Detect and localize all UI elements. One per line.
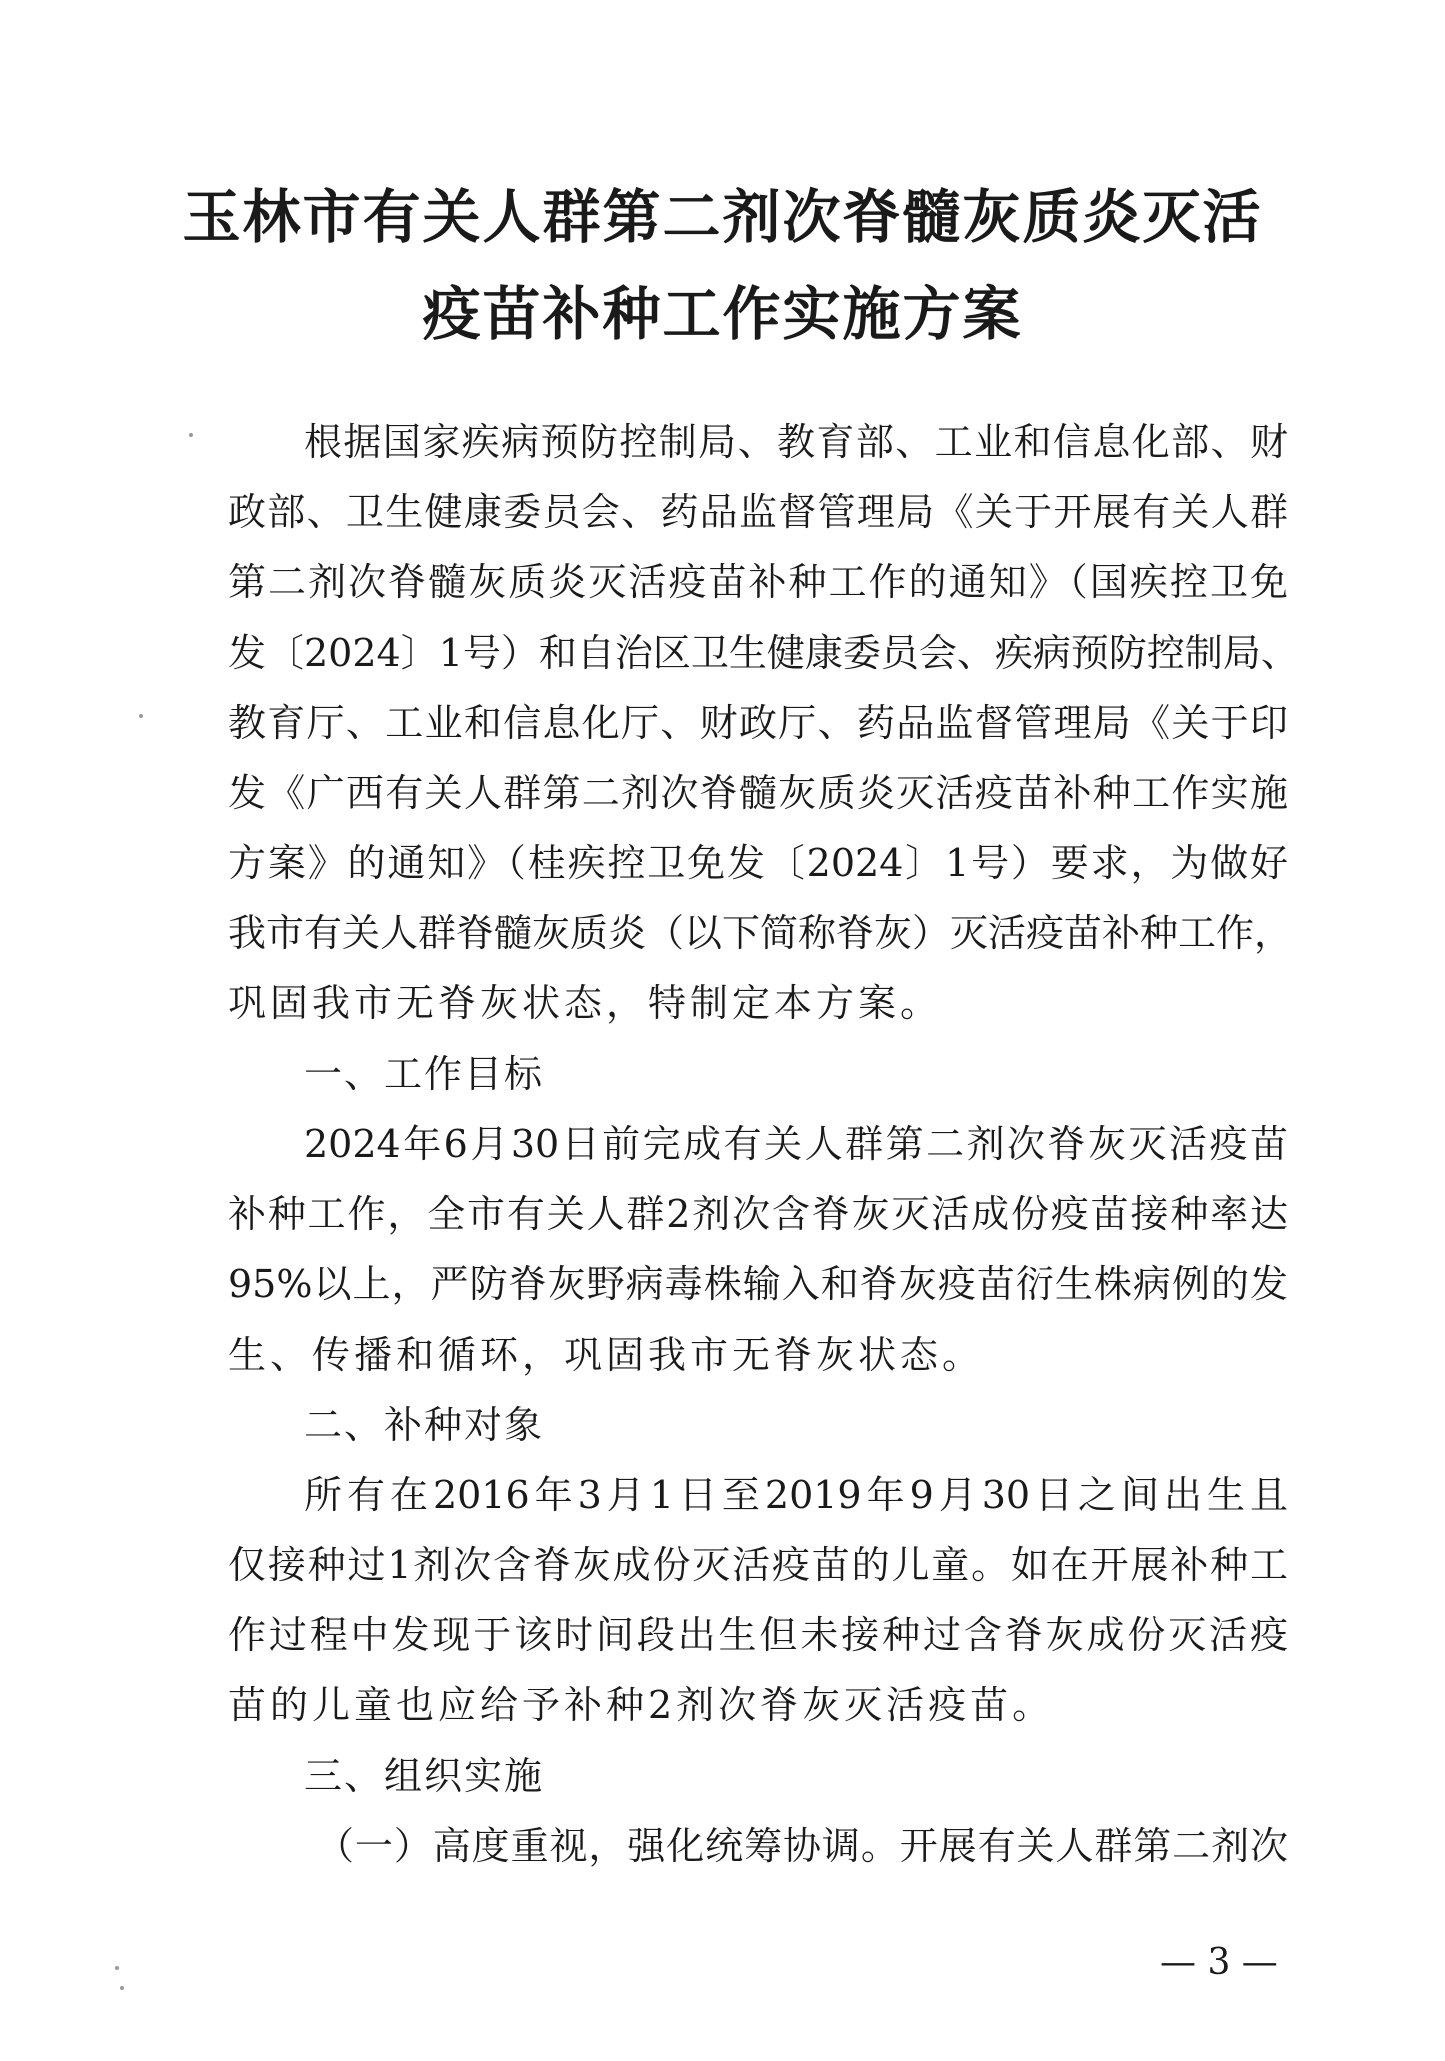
section-paragraph-line: 生、传播和循环，巩固我市无脊灰状态。 xyxy=(228,1333,985,1377)
scan-speck xyxy=(189,433,193,437)
section-paragraph-line: 95%以上，严防脊灰野病毒株输入和脊灰疫苗衍生株病例的发 xyxy=(228,1262,1288,1306)
section-paragraph-line: 仅接种过1剂次含脊灰成份灭活疫苗的儿童。如在开展补种工 xyxy=(228,1543,1288,1587)
intro-paragraph-line: 我市有关人群脊髓灰质炎（以下简称脊灰）灭活疫苗补种工作， xyxy=(228,911,1293,955)
scan-speck xyxy=(115,1966,119,1970)
intro-paragraph-line: 发〔2024〕1号）和自治区卫生健康委员会、疾病预防控制局、 xyxy=(228,631,1299,675)
section-paragraph-line: 苗的儿童也应给予补种2剂次脊灰灭活疫苗。 xyxy=(228,1683,1055,1727)
section-heading-implementation: 三、组织实施 xyxy=(304,1754,545,1798)
scan-speck xyxy=(120,1986,124,1990)
intro-paragraph-line: 发《广西有关人群第二剂次脊髓灰质炎灭活疫苗补种工作实施 xyxy=(228,771,1288,815)
section-paragraph-line: 作过程中发现于该时间段出生但未接种过含脊灰成份灭活疫 xyxy=(228,1613,1288,1657)
section-paragraph-line: 所有在2016年3月1日至2019年9月30日之间出生且 xyxy=(304,1473,1288,1517)
intro-paragraph-line: 教育厅、工业和信息化厅、财政厅、药品监督管理局《关于印 xyxy=(228,701,1288,745)
intro-paragraph-line: 第二剂次脊髓灰质炎灭活疫苗补种工作的通知》（国疾控卫免 xyxy=(228,560,1288,604)
section-heading-targets: 二、补种对象 xyxy=(304,1403,545,1447)
document-title-line-2: 疫苗补种工作实施方案 xyxy=(422,280,1023,348)
section-paragraph-line: 2024年6月30日前完成有关人群第二剂次脊灰灭活疫苗 xyxy=(304,1122,1288,1166)
page-number: — 3 — xyxy=(1160,1942,1278,1983)
intro-paragraph-line: 政部、卫生健康委员会、药品监督管理局《关于开展有关人群 xyxy=(228,490,1288,534)
intro-paragraph-line: 方案》的通知》（桂疾控卫免发〔2024〕1号）要求，为做好 xyxy=(228,841,1288,885)
section-paragraph-line: （一）高度重视，强化统筹协调。开展有关人群第二剂次 xyxy=(316,1824,1288,1868)
section-heading-goals: 一、工作目标 xyxy=(304,1052,545,1096)
section-paragraph-line: 补种工作，全市有关人群2剂次含脊灰灭活成份疫苗接种率达 xyxy=(228,1192,1288,1236)
intro-paragraph-line: 巩固我市无脊灰状态，特制定本方案。 xyxy=(228,981,943,1025)
scan-speck xyxy=(139,714,143,718)
document-title-line-1: 玉林市有关人群第二剂次脊髓灰质炎灭活 xyxy=(182,183,1263,251)
intro-paragraph-line: 根据国家疾病预防控制局、教育部、工业和信息化部、财 xyxy=(304,420,1288,464)
